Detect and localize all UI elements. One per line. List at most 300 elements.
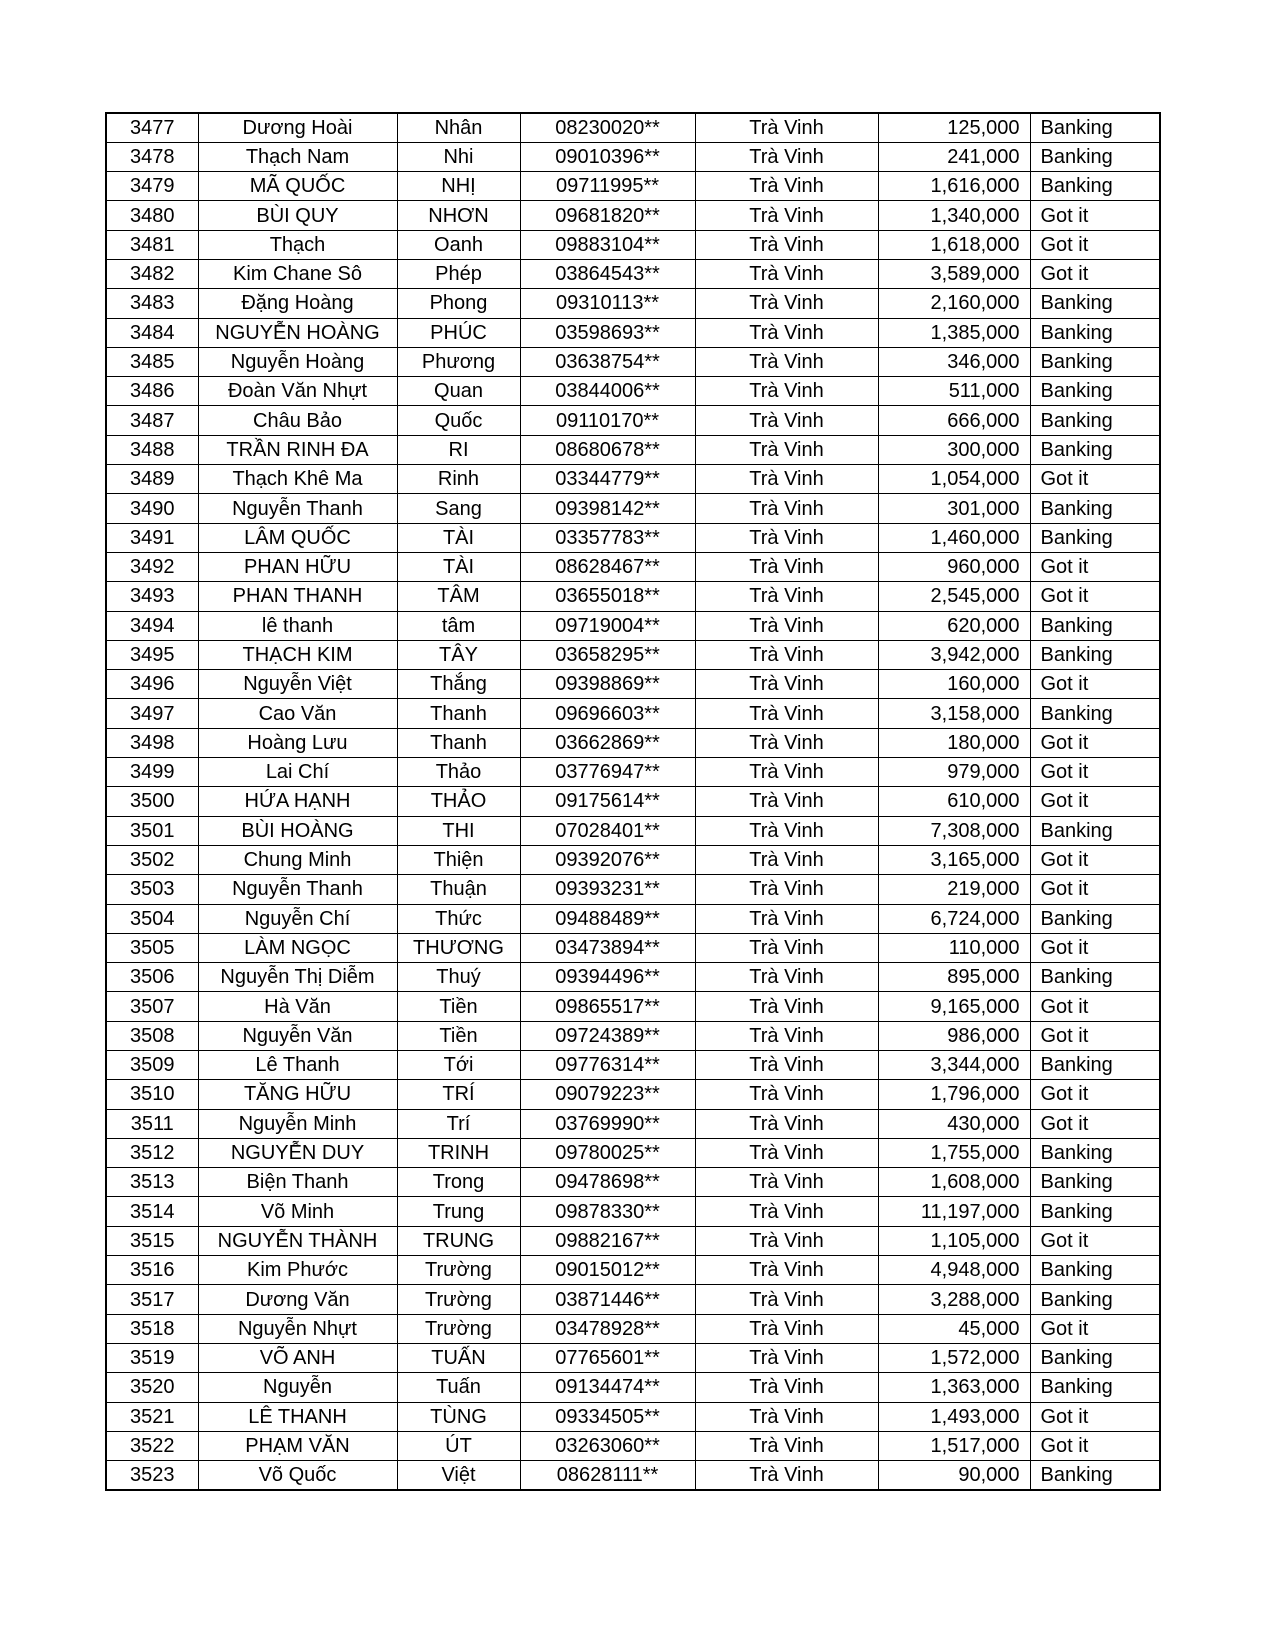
payment-method-cell: Got it <box>1030 758 1160 787</box>
province-cell: Trà Vinh <box>695 1431 878 1460</box>
phone-number-cell: 09696603** <box>520 699 695 728</box>
given-name-cell: Tiền <box>397 1021 520 1050</box>
payment-method-cell: Banking <box>1030 1138 1160 1167</box>
table-row <box>106 142 1160 171</box>
table-row <box>106 435 1160 464</box>
phone-number-cell: 09015012** <box>520 1256 695 1285</box>
payment-method-cell: Banking <box>1030 1343 1160 1372</box>
given-name-cell: Tới <box>397 1051 520 1080</box>
phone-number-cell: 09711995** <box>520 172 695 201</box>
payment-method-cell: Got it <box>1030 201 1160 230</box>
row-number-cell: 3518 <box>106 1314 198 1343</box>
amount-cell: 180,000 <box>878 728 1030 757</box>
province-cell: Trà Vinh <box>695 318 878 347</box>
amount-cell: 90,000 <box>878 1461 1030 1490</box>
row-number-cell: 3512 <box>106 1138 198 1167</box>
table-row <box>106 1343 1160 1372</box>
table-row <box>106 1285 1160 1314</box>
amount-cell: 1,618,000 <box>878 230 1030 259</box>
family-name-cell: Nguyễn <box>198 1373 397 1402</box>
given-name-cell: Quan <box>397 377 520 406</box>
table-row <box>106 1402 1160 1431</box>
payment-method-cell: Banking <box>1030 1285 1160 1314</box>
given-name-cell: TRINH <box>397 1138 520 1167</box>
payment-method-cell: Banking <box>1030 1197 1160 1226</box>
family-name-cell: Lê Thanh <box>198 1051 397 1080</box>
amount-cell: 7,308,000 <box>878 816 1030 845</box>
phone-number-cell: 03344779** <box>520 465 695 494</box>
province-cell: Trà Vinh <box>695 201 878 230</box>
family-name-cell: Cao Văn <box>198 699 397 728</box>
table-row <box>106 1080 1160 1109</box>
phone-number-cell: 08628111** <box>520 1461 695 1490</box>
phone-number-cell: 09878330** <box>520 1197 695 1226</box>
province-cell: Trà Vinh <box>695 523 878 552</box>
province-cell: Trà Vinh <box>695 1314 878 1343</box>
given-name-cell: THẢO <box>397 787 520 816</box>
table-row <box>106 1051 1160 1080</box>
province-cell: Trà Vinh <box>695 670 878 699</box>
phone-number-cell: 03844006** <box>520 377 695 406</box>
family-name-cell: PHAN THANH <box>198 582 397 611</box>
phone-number-cell: 03638754** <box>520 347 695 376</box>
province-cell: Trà Vinh <box>695 1080 878 1109</box>
amount-cell: 4,948,000 <box>878 1256 1030 1285</box>
family-name-cell: TĂNG HỮU <box>198 1080 397 1109</box>
given-name-cell: Tiền <box>397 992 520 1021</box>
row-number-cell: 3481 <box>106 230 198 259</box>
amount-cell: 1,054,000 <box>878 465 1030 494</box>
table-row <box>106 523 1160 552</box>
amount-cell: 2,160,000 <box>878 289 1030 318</box>
given-name-cell: ÚT <box>397 1431 520 1460</box>
phone-number-cell: 09398142** <box>520 494 695 523</box>
phone-number-cell: 07765601** <box>520 1343 695 1372</box>
given-name-cell: Trường <box>397 1314 520 1343</box>
amount-cell: 960,000 <box>878 552 1030 581</box>
phone-number-cell: 09134474** <box>520 1373 695 1402</box>
phone-number-cell: 03769990** <box>520 1109 695 1138</box>
payment-method-cell: Got it <box>1030 845 1160 874</box>
family-name-cell: Nguyễn Văn <box>198 1021 397 1050</box>
row-number-cell: 3495 <box>106 640 198 669</box>
family-name-cell: PHAN HỮU <box>198 552 397 581</box>
province-cell: Trà Vinh <box>695 142 878 171</box>
family-name-cell: Nguyễn Hoàng <box>198 347 397 376</box>
row-number-cell: 3507 <box>106 992 198 1021</box>
table-row <box>106 1314 1160 1343</box>
family-name-cell: BÙI QUY <box>198 201 397 230</box>
row-number-cell: 3514 <box>106 1197 198 1226</box>
given-name-cell: RI <box>397 435 520 464</box>
payment-method-cell: Got it <box>1030 1109 1160 1138</box>
payment-method-cell: Banking <box>1030 963 1160 992</box>
province-cell: Trà Vinh <box>695 933 878 962</box>
family-name-cell: PHẠM VĂN <box>198 1431 397 1460</box>
table-row <box>106 494 1160 523</box>
row-number-cell: 3517 <box>106 1285 198 1314</box>
amount-cell: 2,545,000 <box>878 582 1030 611</box>
row-number-cell: 3497 <box>106 699 198 728</box>
given-name-cell: TÀI <box>397 523 520 552</box>
row-number-cell: 3523 <box>106 1461 198 1490</box>
province-cell: Trà Vinh <box>695 494 878 523</box>
row-number-cell: 3505 <box>106 933 198 962</box>
family-name-cell: VÕ ANH <box>198 1343 397 1372</box>
table-row <box>106 201 1160 230</box>
row-number-cell: 3519 <box>106 1343 198 1372</box>
table-row <box>106 1021 1160 1050</box>
amount-cell: 300,000 <box>878 435 1030 464</box>
family-name-cell: lê thanh <box>198 611 397 640</box>
table-row <box>106 318 1160 347</box>
family-name-cell: TRẦN RINH ĐA <box>198 435 397 464</box>
province-cell: Trà Vinh <box>695 465 878 494</box>
family-name-cell: Châu Bảo <box>198 406 397 435</box>
phone-number-cell: 03776947** <box>520 758 695 787</box>
province-cell: Trà Vinh <box>695 289 878 318</box>
province-cell: Trà Vinh <box>695 1402 878 1431</box>
given-name-cell: Thảo <box>397 758 520 787</box>
family-name-cell: Chung Minh <box>198 845 397 874</box>
payment-method-cell: Banking <box>1030 1051 1160 1080</box>
province-cell: Trà Vinh <box>695 816 878 845</box>
payment-method-cell: Got it <box>1030 465 1160 494</box>
amount-cell: 666,000 <box>878 406 1030 435</box>
phone-number-cell: 03478928** <box>520 1314 695 1343</box>
table-row <box>106 670 1160 699</box>
row-number-cell: 3480 <box>106 201 198 230</box>
payment-method-cell: Banking <box>1030 142 1160 171</box>
row-number-cell: 3508 <box>106 1021 198 1050</box>
phone-number-cell: 03658295** <box>520 640 695 669</box>
amount-cell: 11,197,000 <box>878 1197 1030 1226</box>
given-name-cell: Phép <box>397 259 520 288</box>
payment-method-cell: Got it <box>1030 670 1160 699</box>
table-row <box>106 289 1160 318</box>
given-name-cell: TÙNG <box>397 1402 520 1431</box>
given-name-cell: Phương <box>397 347 520 376</box>
payment-method-cell: Got it <box>1030 1080 1160 1109</box>
phone-number-cell: 09780025** <box>520 1138 695 1167</box>
amount-cell: 1,493,000 <box>878 1402 1030 1431</box>
family-name-cell: Dương Hoài <box>198 113 397 142</box>
row-number-cell: 3513 <box>106 1168 198 1197</box>
phone-number-cell: 09079223** <box>520 1080 695 1109</box>
row-number-cell: 3511 <box>106 1109 198 1138</box>
phone-number-cell: 03357783** <box>520 523 695 552</box>
given-name-cell: Oanh <box>397 230 520 259</box>
province-cell: Trà Vinh <box>695 728 878 757</box>
amount-cell: 3,165,000 <box>878 845 1030 874</box>
province-cell: Trà Vinh <box>695 904 878 933</box>
province-cell: Trà Vinh <box>695 347 878 376</box>
amount-cell: 1,517,000 <box>878 1431 1030 1460</box>
phone-number-cell: 03655018** <box>520 582 695 611</box>
given-name-cell: TÂY <box>397 640 520 669</box>
payment-method-cell: Banking <box>1030 377 1160 406</box>
payment-method-cell: Got it <box>1030 230 1160 259</box>
amount-cell: 301,000 <box>878 494 1030 523</box>
family-name-cell: Nguyễn Việt <box>198 670 397 699</box>
payment-method-cell: Banking <box>1030 640 1160 669</box>
family-name-cell: LÂM QUỐC <box>198 523 397 552</box>
payment-method-cell: Banking <box>1030 699 1160 728</box>
given-name-cell: Thiện <box>397 845 520 874</box>
row-number-cell: 3521 <box>106 1402 198 1431</box>
given-name-cell: Việt <box>397 1461 520 1490</box>
family-name-cell: Thạch Nam <box>198 142 397 171</box>
family-name-cell: Nguyễn Thanh <box>198 494 397 523</box>
amount-cell: 895,000 <box>878 963 1030 992</box>
payment-method-cell: Got it <box>1030 728 1160 757</box>
phone-number-cell: 09392076** <box>520 845 695 874</box>
payment-method-cell: Banking <box>1030 289 1160 318</box>
province-cell: Trà Vinh <box>695 875 878 904</box>
amount-cell: 430,000 <box>878 1109 1030 1138</box>
amount-cell: 1,616,000 <box>878 172 1030 201</box>
payment-method-cell: Banking <box>1030 172 1160 201</box>
amount-cell: 219,000 <box>878 875 1030 904</box>
province-cell: Trà Vinh <box>695 787 878 816</box>
payment-method-cell: Banking <box>1030 1461 1160 1490</box>
family-name-cell: Thạch <box>198 230 397 259</box>
payment-method-cell: Got it <box>1030 552 1160 581</box>
family-name-cell: Kim Phước <box>198 1256 397 1285</box>
family-name-cell: Nguyễn Nhựt <box>198 1314 397 1343</box>
given-name-cell: tâm <box>397 611 520 640</box>
family-name-cell: Võ Quốc <box>198 1461 397 1490</box>
table-row <box>106 1168 1160 1197</box>
amount-cell: 1,105,000 <box>878 1226 1030 1255</box>
table-row <box>106 611 1160 640</box>
payment-method-cell: Got it <box>1030 875 1160 904</box>
payment-method-cell: Banking <box>1030 1168 1160 1197</box>
family-name-cell: Nguyễn Minh <box>198 1109 397 1138</box>
row-number-cell: 3501 <box>106 816 198 845</box>
row-number-cell: 3516 <box>106 1256 198 1285</box>
payment-method-cell: Got it <box>1030 1402 1160 1431</box>
phone-number-cell: 09110170** <box>520 406 695 435</box>
payment-method-cell: Got it <box>1030 1314 1160 1343</box>
table-row <box>106 113 1160 142</box>
payment-method-cell: Got it <box>1030 582 1160 611</box>
amount-cell: 979,000 <box>878 758 1030 787</box>
row-number-cell: 3483 <box>106 289 198 318</box>
given-name-cell: Thắng <box>397 670 520 699</box>
phone-number-cell: 09310113** <box>520 289 695 318</box>
family-name-cell: Kim Chane Sô <box>198 259 397 288</box>
given-name-cell: Trong <box>397 1168 520 1197</box>
payment-method-cell: Got it <box>1030 1021 1160 1050</box>
row-number-cell: 3494 <box>106 611 198 640</box>
table-row <box>106 787 1160 816</box>
given-name-cell: Quốc <box>397 406 520 435</box>
phone-number-cell: 08230020** <box>520 113 695 142</box>
payment-method-cell: Banking <box>1030 1256 1160 1285</box>
province-cell: Trà Vinh <box>695 1285 878 1314</box>
given-name-cell: TÀI <box>397 552 520 581</box>
province-cell: Trà Vinh <box>695 259 878 288</box>
given-name-cell: Trí <box>397 1109 520 1138</box>
given-name-cell: THI <box>397 816 520 845</box>
given-name-cell: TRUNG <box>397 1226 520 1255</box>
table-row <box>106 552 1160 581</box>
amount-cell: 610,000 <box>878 787 1030 816</box>
row-number-cell: 3503 <box>106 875 198 904</box>
records-table-body <box>106 113 1160 1490</box>
phone-number-cell: 03598693** <box>520 318 695 347</box>
family-name-cell: Dương Văn <box>198 1285 397 1314</box>
table-row <box>106 1431 1160 1460</box>
row-number-cell: 3491 <box>106 523 198 552</box>
amount-cell: 346,000 <box>878 347 1030 376</box>
province-cell: Trà Vinh <box>695 230 878 259</box>
family-name-cell: Đặng Hoàng <box>198 289 397 318</box>
amount-cell: 1,755,000 <box>878 1138 1030 1167</box>
amount-cell: 1,796,000 <box>878 1080 1030 1109</box>
table-row <box>106 992 1160 1021</box>
phone-number-cell: 09719004** <box>520 611 695 640</box>
table-row <box>106 347 1160 376</box>
row-number-cell: 3520 <box>106 1373 198 1402</box>
given-name-cell: Thức <box>397 904 520 933</box>
records-table <box>105 112 1161 1491</box>
family-name-cell: MÃ QUỐC <box>198 172 397 201</box>
province-cell: Trà Vinh <box>695 113 878 142</box>
payment-method-cell: Banking <box>1030 435 1160 464</box>
amount-cell: 1,385,000 <box>878 318 1030 347</box>
table-row <box>106 406 1160 435</box>
table-row <box>106 816 1160 845</box>
table-row <box>106 758 1160 787</box>
given-name-cell: Trường <box>397 1256 520 1285</box>
payment-method-cell: Got it <box>1030 992 1160 1021</box>
payment-method-cell: Banking <box>1030 523 1160 552</box>
province-cell: Trà Vinh <box>695 845 878 874</box>
table-row <box>106 1226 1160 1255</box>
given-name-cell: Sang <box>397 494 520 523</box>
province-cell: Trà Vinh <box>695 1256 878 1285</box>
table-row <box>106 1109 1160 1138</box>
family-name-cell: NGUYỄN THÀNH <box>198 1226 397 1255</box>
family-name-cell: LÀM NGỌC <box>198 933 397 962</box>
amount-cell: 160,000 <box>878 670 1030 699</box>
payment-method-cell: Banking <box>1030 611 1160 640</box>
family-name-cell: Hoàng Lưu <box>198 728 397 757</box>
given-name-cell: TRÍ <box>397 1080 520 1109</box>
province-cell: Trà Vinh <box>695 1109 878 1138</box>
amount-cell: 3,589,000 <box>878 259 1030 288</box>
row-number-cell: 3499 <box>106 758 198 787</box>
table-row <box>106 1461 1160 1490</box>
province-cell: Trà Vinh <box>695 552 878 581</box>
amount-cell: 1,460,000 <box>878 523 1030 552</box>
phone-number-cell: 03662869** <box>520 728 695 757</box>
phone-number-cell: 09488489** <box>520 904 695 933</box>
table-row <box>106 875 1160 904</box>
payment-method-cell: Got it <box>1030 259 1160 288</box>
amount-cell: 6,724,000 <box>878 904 1030 933</box>
phone-number-cell: 09865517** <box>520 992 695 1021</box>
family-name-cell: HỨA HẠNH <box>198 787 397 816</box>
row-number-cell: 3478 <box>106 142 198 171</box>
row-number-cell: 3489 <box>106 465 198 494</box>
payment-method-cell: Banking <box>1030 816 1160 845</box>
amount-cell: 3,158,000 <box>878 699 1030 728</box>
family-name-cell: NGUYỄN DUY <box>198 1138 397 1167</box>
family-name-cell: Nguyễn Thị Diễm <box>198 963 397 992</box>
row-number-cell: 3477 <box>106 113 198 142</box>
family-name-cell: Đoàn Văn Nhựt <box>198 377 397 406</box>
amount-cell: 620,000 <box>878 611 1030 640</box>
province-cell: Trà Vinh <box>695 1021 878 1050</box>
family-name-cell: NGUYỄN HOÀNG <box>198 318 397 347</box>
row-number-cell: 3500 <box>106 787 198 816</box>
family-name-cell: Lai Chí <box>198 758 397 787</box>
family-name-cell: Nguyễn Chí <box>198 904 397 933</box>
payment-method-cell: Banking <box>1030 113 1160 142</box>
province-cell: Trà Vinh <box>695 1461 878 1490</box>
payment-method-cell: Banking <box>1030 347 1160 376</box>
row-number-cell: 3488 <box>106 435 198 464</box>
phone-number-cell: 09010396** <box>520 142 695 171</box>
given-name-cell: Trường <box>397 1285 520 1314</box>
phone-number-cell: 09334505** <box>520 1402 695 1431</box>
family-name-cell: LÊ THANH <box>198 1402 397 1431</box>
table-row <box>106 728 1160 757</box>
given-name-cell: TUẤN <box>397 1343 520 1372</box>
phone-number-cell: 08680678** <box>520 435 695 464</box>
row-number-cell: 3479 <box>106 172 198 201</box>
row-number-cell: 3504 <box>106 904 198 933</box>
row-number-cell: 3506 <box>106 963 198 992</box>
amount-cell: 1,608,000 <box>878 1168 1030 1197</box>
phone-number-cell: 09393231** <box>520 875 695 904</box>
row-number-cell: 3487 <box>106 406 198 435</box>
family-name-cell: BÙI HOÀNG <box>198 816 397 845</box>
phone-number-cell: 03871446** <box>520 1285 695 1314</box>
given-name-cell: Thuý <box>397 963 520 992</box>
table-row <box>106 640 1160 669</box>
row-number-cell: 3492 <box>106 552 198 581</box>
amount-cell: 986,000 <box>878 1021 1030 1050</box>
amount-cell: 241,000 <box>878 142 1030 171</box>
family-name-cell: Thạch Khê Ma <box>198 465 397 494</box>
province-cell: Trà Vinh <box>695 1226 878 1255</box>
table-row <box>106 699 1160 728</box>
payment-method-cell: Banking <box>1030 318 1160 347</box>
table-row <box>106 377 1160 406</box>
table-row <box>106 1138 1160 1167</box>
phone-number-cell: 09776314** <box>520 1051 695 1080</box>
province-cell: Trà Vinh <box>695 406 878 435</box>
phone-number-cell: 09175614** <box>520 787 695 816</box>
row-number-cell: 3490 <box>106 494 198 523</box>
payment-method-cell: Got it <box>1030 1431 1160 1460</box>
amount-cell: 3,942,000 <box>878 640 1030 669</box>
family-name-cell: Biện Thanh <box>198 1168 397 1197</box>
province-cell: Trà Vinh <box>695 699 878 728</box>
row-number-cell: 3522 <box>106 1431 198 1460</box>
row-number-cell: 3498 <box>106 728 198 757</box>
row-number-cell: 3510 <box>106 1080 198 1109</box>
phone-number-cell: 03864543** <box>520 259 695 288</box>
table-row <box>106 465 1160 494</box>
amount-cell: 45,000 <box>878 1314 1030 1343</box>
phone-number-cell: 09724389** <box>520 1021 695 1050</box>
row-number-cell: 3482 <box>106 259 198 288</box>
